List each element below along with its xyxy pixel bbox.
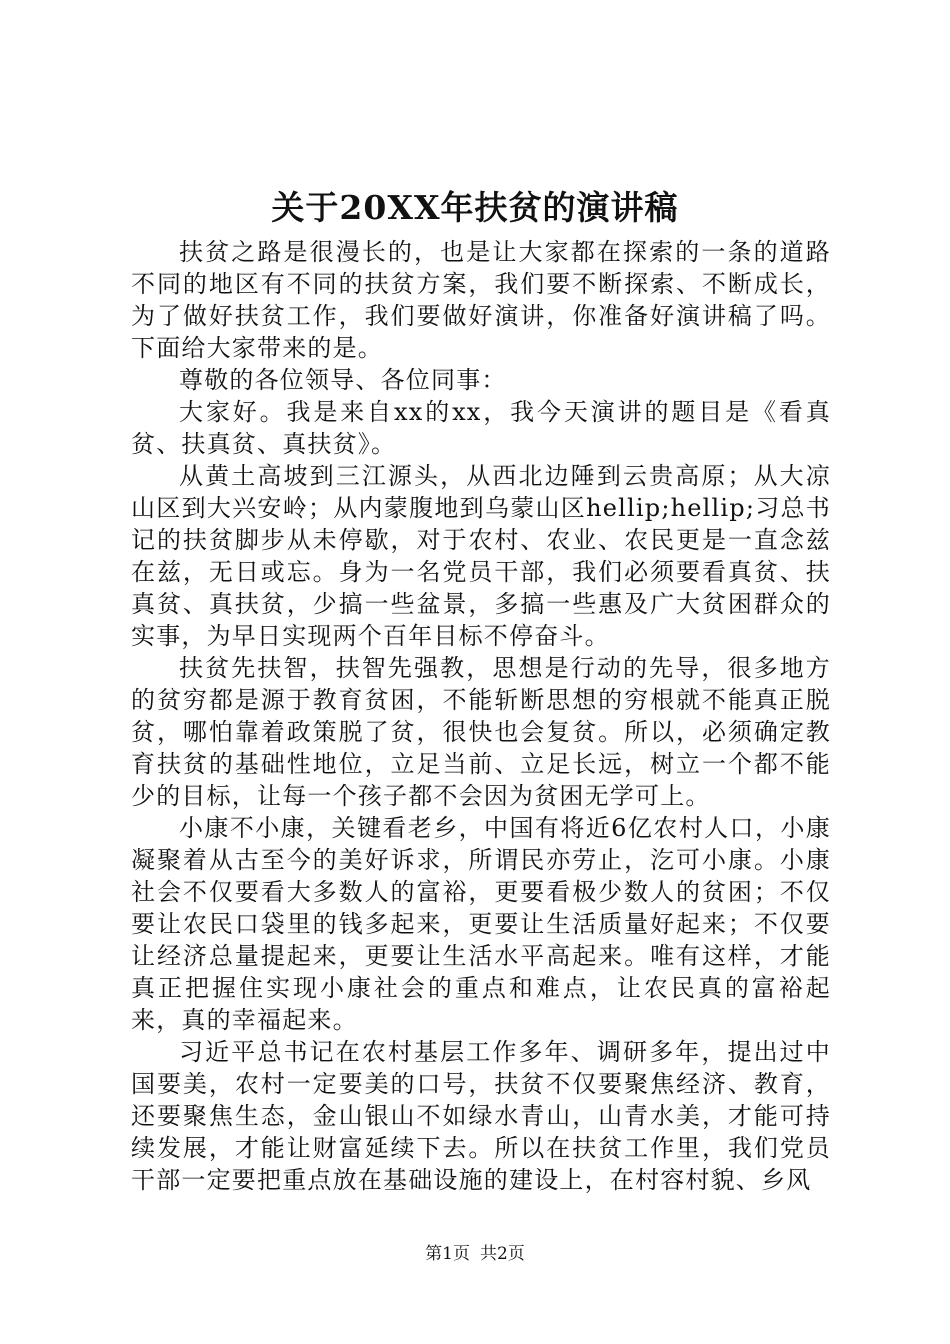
document-body (131, 236, 831, 1196)
document-title: 关于20XX年扶贫的演讲稿 (271, 188, 679, 227)
paragraph-body: 习近平总书记在农村基层工作多年、调研多年，提出过中国要美，农村一定要美的口号，扶贫不仅要聚焦经济、教育，还要聚焦生态，金山银山不如绿水青山，山青水美，才能可持续发展，才能让财富延续下去。所以在扶贫工作里，我们党员干部一定要把重点放在基础设施的建设上，在村容村貌、乡风 (131, 1038, 831, 1194)
paragraph-greeting: 大家好。我是来自xx的xx，我今天演讲的题目是《看真贫、扶真贫、真扶贫》。 (131, 398, 831, 458)
page-number: 第1页 (425, 1244, 470, 1264)
page-footer (0, 1242, 950, 1266)
paragraph-salutation: 尊敬的各位领导、各位同事： (179, 366, 507, 394)
page-total: 共2页 (480, 1244, 525, 1264)
paragraph-body: 从黄土高坡到三江源头，从西北边陲到云贵高原；从大凉山区到大兴安岭；从内蒙腹地到乌蒙山区hellip;hellip;习总书记的扶贫脚步从未停歇，对于农村、农业、农民更是一直念兹在兹，无日或忘。身为一名党员干部，我们必须要看真贫、扶真贫、真扶贫，少搞一些盆景，多搞一些惠及广大贫困群众的实事，为早日实现两个百年目标不停奋斗。 (131, 462, 831, 650)
paragraph-body: 扶贫先扶智，扶智先强教，思想是行动的先导，很多地方的贫穷都是源于教育贫困，不能斩断思想的穷根就不能真正脱贫，哪怕靠着政策脱了贫，很快也会复贫。所以，必须确定教育扶贫的基础性地位，立足当前、立足长远，树立一个都不能少的目标，让每一个孩子都不会因为贫困无学可上。 (131, 654, 831, 810)
paragraph-body: 小康不小康，关键看老乡，中国有将近6亿农村人口，小康凝聚着从古至今的美好诉求，所谓民亦劳止，汔可小康。小康社会不仅要看大多数人的富裕，更要看极少数人的贫困；不仅要让农民口袋里的钱多起来，更要让生活质量好起来；不仅要让经济总量提起来，更要让生活水平高起来。唯有这样，才能真正把握住实现小康社会的重点和难点，让农民真的富裕起来，真的幸福起来。 (131, 814, 831, 1034)
paragraph-intro: 扶贫之路是很漫长的，也是让大家都在探索的一条的道路不同的地区有不同的扶贫方案，我们要不断探索、不断成长，为了做好扶贫工作，我们要做好演讲，你准备好演讲稿了吗。下面给大家带来的是。 (131, 238, 831, 362)
